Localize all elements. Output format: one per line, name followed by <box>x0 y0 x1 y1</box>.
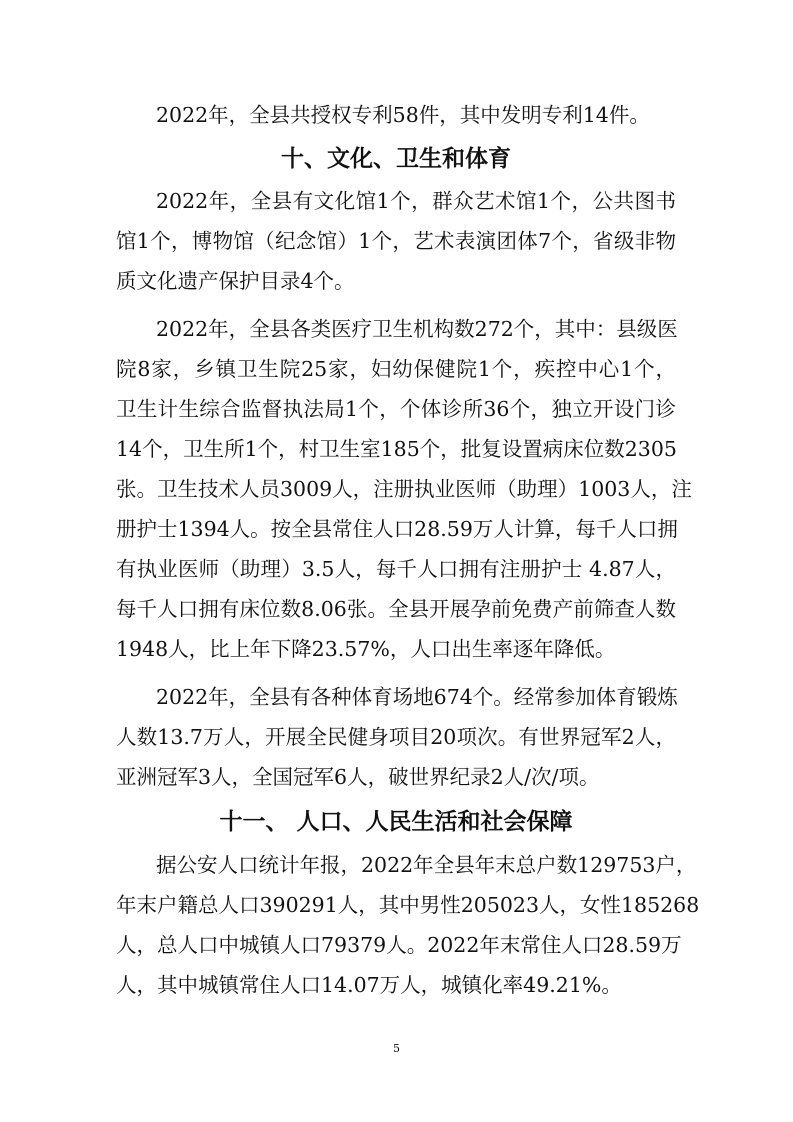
paragraph-line: 册护士1394人。按全县常住人口28.59万人计算，每千人口拥 <box>116 517 678 541</box>
paragraph-line: 年末户籍总人口390291人，其中男性205023人，女性185268 <box>116 893 700 917</box>
paragraph-line: 每千人口拥有床位数8.06张。全县开展孕前免费产前筛查人数 <box>116 597 676 621</box>
paragraph-line: 2022年，全县共授权专利58件，其中发明专利14件。 <box>156 103 650 127</box>
paragraph-line: 质文化遗产保护目录4个。 <box>116 269 355 293</box>
paragraph-line: 院8家，乡镇卫生院25家，妇幼保健院1个，疾控中心1个， <box>116 357 676 381</box>
paragraph-line: 1948人，比上年下降23.57%，人口出生率逐年降低。 <box>116 637 616 661</box>
paragraph-line: 馆1个，博物馆（纪念馆）1个，艺术表演团体7个，省级非物 <box>116 229 676 253</box>
paragraph-line: 14个，卫生所1个，村卫生室185个，批复设置病床位数2305 <box>116 437 677 461</box>
paragraph-line: 2022年，全县各类医疗卫生机构数272个，其中：县级医 <box>156 317 678 341</box>
section-heading-culture-health-sports: 十、文化、卫生和体育 <box>281 146 511 172</box>
paragraph-line: 2022年，全县有各种体育场地674个。经常参加体育锻炼 <box>156 685 678 709</box>
paragraph-line: 亚洲冠军3人，全国冠军6人，破世界纪录2人/次/项。 <box>116 765 600 789</box>
paragraph-line: 2022年，全县有文化馆1个，群众艺术馆1个，公共图书 <box>156 189 676 213</box>
page-number: 5 <box>393 1042 400 1055</box>
paragraph-line: 据公安人口统计年报，2022年全县年末总户数129753户， <box>156 853 697 877</box>
section-heading-population-livelihood: 十一、 人口、人民生活和社会保障 <box>219 809 573 835</box>
paragraph-line: 人数13.7万人，开展全民健身项目20项次。有世界冠军2人， <box>116 725 676 749</box>
paragraph-line: 人，总人口中城镇人口79379人。2022年末常住人口28.59万 <box>116 933 682 957</box>
paragraph-line: 张。卫生技术人员3009人，注册执业医师（助理）1003人，注 <box>116 477 692 501</box>
paragraph-line: 卫生计生综合监督执法局1个，个体诊所36个，独立开设门诊 <box>116 397 676 421</box>
paragraph-line: 有执业医师（助理）3.5人，每千人口拥有注册护士 4.87人， <box>116 557 676 581</box>
paragraph-line: 人，其中城镇常住人口14.07万人，城镇化率49.21%。 <box>116 973 622 997</box>
